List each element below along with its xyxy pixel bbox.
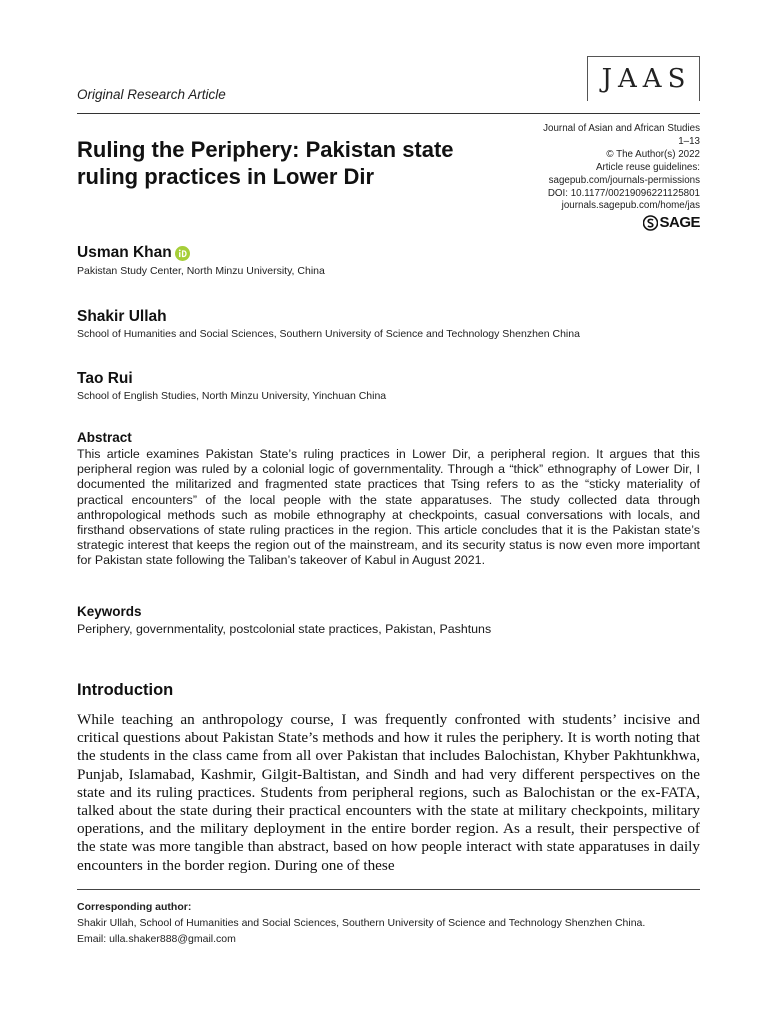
doi-link[interactable]: DOI: 10.1177/00219096221125801 xyxy=(547,187,700,199)
journal-name: Journal of Asian and African Studies xyxy=(543,123,700,134)
journal-homepage-link[interactable]: journals.sagepub.com/home/jas xyxy=(561,200,700,212)
reuse-label: Article reuse guidelines: xyxy=(595,161,700,173)
article-title xyxy=(77,136,517,190)
publisher-name: SAGE xyxy=(659,214,700,231)
journal-logo: JAAS xyxy=(587,56,700,101)
header-divider xyxy=(77,113,700,114)
publisher-logo xyxy=(643,214,700,231)
author-1 xyxy=(77,244,190,262)
article-type-label: Original Research Article xyxy=(77,87,226,102)
keywords-text: Periphery, governmentality, postcolonial state practices, Pakistan, Pashtuns xyxy=(77,622,492,636)
corresponding-author-note xyxy=(77,899,645,947)
sage-s-icon xyxy=(643,215,658,231)
corresponding-author-label: Corresponding author: xyxy=(77,901,192,913)
author-name: Shakir Ullah xyxy=(77,308,167,325)
author-3 xyxy=(77,370,133,388)
author-3-affiliation: School of English Studies, North Minzu University, Yinchuan China xyxy=(77,390,387,402)
introduction-heading: Introduction xyxy=(77,681,174,699)
corresponding-author-email[interactable]: Email: ulla.shaker888@gmail.com xyxy=(77,933,236,945)
author-2-affiliation: School of Humanities and Social Sciences, Southern University of Science and Technology Shenzhen China xyxy=(77,328,580,340)
orcid-icon[interactable] xyxy=(175,246,190,261)
journal-metadata xyxy=(543,123,700,213)
abstract-heading: Abstract xyxy=(77,430,132,445)
permissions-link[interactable]: sagepub.com/journals-permissions xyxy=(548,174,700,186)
author-1-affiliation: Pakistan Study Center, North Minzu University, China xyxy=(77,265,325,277)
page-range: 1–13 xyxy=(678,135,700,147)
title-line-2: ruling practices in Lower Dir xyxy=(77,164,375,189)
author-2 xyxy=(77,308,167,326)
author-name: Tao Rui xyxy=(77,370,133,387)
author-name: Usman Khan xyxy=(77,244,172,261)
abstract-text: This article examines Pakistan State’s ruling practices in Lower Dir, a peripheral region. It argues that this peripheral region was ruled by a colonial logic of governmentality. Through a “thick” ethnography of Lower Dir, I documented the militarized and fragmented state practices that Tsing refers to as the “sticky materiality of practical encounters” of the local people with the state apparatuses. The study collected data through anthropological methods such as mobile ethnography at checkpoints, casual conversations with locals, and firsthand observations of state ruling practices in the region. This article concludes that it is the Pakistan state’s strategic interest that keeps the region out of the mainstream, and its security status is now even more important for Pakistan state following the Taliban’s takeover of Kabul in August 2021. xyxy=(77,447,700,568)
copyright-notice: © The Author(s) 2022 xyxy=(606,148,700,160)
keywords-heading: Keywords xyxy=(77,604,142,619)
corresponding-author-details: Shakir Ullah, School of Humanities and Social Sciences, Southern University of Science and Technology Shenzhen China. xyxy=(77,917,646,929)
footnote-divider xyxy=(77,889,700,890)
introduction-text: While teaching an anthropology course, I was frequently confronted with students’ incisive and critical questions about Pakistan State’s methods and how it rules the periphery. It is worth noting that the students in the class came from all over Pakistan that includes Balochistan, Khyber Pakhtunkhwa, Punjab, Islamabad, Kashmir, Gilgit-Baltistan, and Sindh and had very different perspectives on the state and its ruling practices. Students from peripheral regions, such as Balochistan or the ex-FATA, talked about the state during their practical encounters with the state at military checkpoints, military operations, and the military deployment in the entire border region. As a result, their perspective of the state was more tangible than abstract, based on how people interact with state apparatuses in daily encounters in the border region. During one of these xyxy=(77,711,700,874)
title-line-1: Ruling the Periphery: Pakistan state xyxy=(77,137,454,162)
